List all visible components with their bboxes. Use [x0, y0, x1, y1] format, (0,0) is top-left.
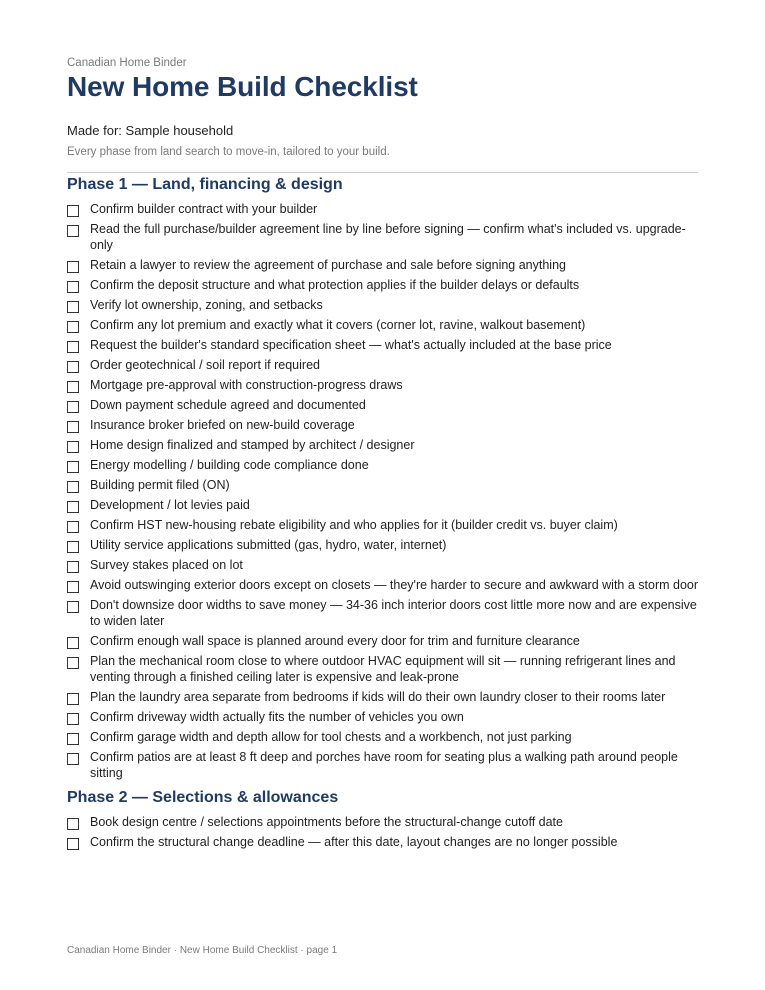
checkbox[interactable] — [67, 581, 79, 593]
checklist-item-label: Confirm patios are at least 8 ft deep and porches have room for seating plus a walking path around people sitting — [90, 750, 678, 780]
checklist-item-label: Development / lot levies paid — [90, 498, 250, 512]
checklist-item-label: Confirm enough wall space is planned around every door for trim and furniture clearance — [90, 634, 580, 648]
checklist-item-label: Confirm driveway width actually fits the number of vehicles you own — [90, 710, 464, 724]
checkbox[interactable] — [67, 225, 79, 237]
checkbox[interactable] — [67, 561, 79, 573]
checklist-item — [67, 277, 698, 293]
checkbox[interactable] — [67, 521, 79, 533]
checkbox[interactable] — [67, 693, 79, 705]
checkbox[interactable] — [67, 261, 79, 273]
checkbox[interactable] — [67, 381, 79, 393]
checkbox[interactable] — [67, 461, 79, 473]
checkbox[interactable] — [67, 281, 79, 293]
checklist-item-label: Survey stakes placed on lot — [90, 558, 243, 572]
checkbox[interactable] — [67, 753, 79, 765]
checklist-item-label: Mortgage pre-approval with construction-progress draws — [90, 378, 403, 392]
checklist-item-label: Confirm builder contract with your builder — [90, 202, 318, 216]
checklist-item-label: Confirm garage width and depth allow for tool chests and a workbench, not just parking — [90, 730, 572, 744]
checklist-item-label: Confirm the deposit structure and what protection applies if the builder delays or defaults — [90, 278, 580, 292]
checkbox[interactable] — [67, 341, 79, 353]
checklist-item — [67, 337, 698, 353]
checklist-item — [67, 689, 698, 705]
checkbox[interactable] — [67, 501, 79, 513]
checklist-item-label: Down payment schedule agreed and documented — [90, 398, 366, 412]
checklist-item-label: Confirm any lot premium and exactly what it covers (corner lot, ravine, walkout basement) — [90, 318, 586, 332]
checklist-item — [67, 201, 698, 217]
checklist-item — [67, 749, 698, 781]
checklist-item-label: Read the full purchase/builder agreement line by line before signing — confirm what's included vs. upgrade-only — [90, 222, 686, 252]
header-divider — [67, 172, 698, 173]
checklist-item — [67, 437, 698, 453]
page-footer: Canadian Home Binder · New Home Build Checklist · page 1 — [67, 945, 338, 956]
checklist-item-label: Don't downsize door widths to save money — 34-36 inch interior doors cost little more now and are expensive to widen later — [90, 598, 697, 628]
checklist-item-label: Confirm the structural change deadline — after this date, layout changes are no longer possible — [90, 835, 618, 849]
checkbox[interactable] — [67, 361, 79, 373]
checkbox[interactable] — [67, 321, 79, 333]
checklist-item-label: Order geotechnical / soil report if required — [90, 358, 320, 372]
checklist-item — [67, 834, 698, 850]
checklist-item — [67, 633, 698, 649]
checklist-item-label: Plan the laundry area separate from bedrooms if kids will do their own laundry closer to their rooms later — [90, 690, 666, 704]
made-for-line: Made for: Sample household — [67, 123, 234, 138]
checklist-item — [67, 709, 698, 725]
phase-1-section — [67, 175, 698, 781]
checkbox[interactable] — [67, 657, 79, 669]
checklist-item — [67, 417, 698, 433]
checklist-item — [67, 653, 698, 685]
checkbox[interactable] — [67, 301, 79, 313]
checklist-item — [67, 497, 698, 513]
checklist-item — [67, 457, 698, 473]
checklist-item — [67, 557, 698, 573]
phase-2-section — [67, 788, 698, 850]
checklist-item-label: Energy modelling / building code compliance done — [90, 458, 369, 472]
phase-2-items — [67, 814, 698, 850]
checkbox[interactable] — [67, 205, 79, 217]
brand-label: Canadian Home Binder — [67, 57, 187, 69]
checklist-item — [67, 317, 698, 333]
checkbox[interactable] — [67, 441, 79, 453]
checkbox[interactable] — [67, 818, 79, 830]
checkbox[interactable] — [67, 601, 79, 613]
checkbox[interactable] — [67, 481, 79, 493]
checkbox[interactable] — [67, 541, 79, 553]
checklist-item — [67, 397, 698, 413]
checklist-item — [67, 597, 698, 629]
checkbox[interactable] — [67, 637, 79, 649]
checkbox[interactable] — [67, 838, 79, 850]
checklist-item-label: Plan the mechanical room close to where outdoor HVAC equipment will sit — running refrigerant lines and venting through a finished ceiling later is expensive and leak-prone — [90, 654, 676, 684]
phase-2-title: Phase 2 — Selections & allowances — [67, 789, 339, 806]
checklist-item-label: Utility service applications submitted (gas, hydro, water, internet) — [90, 538, 447, 552]
checklist-item — [67, 477, 698, 493]
page-title: New Home Build Checklist — [67, 71, 418, 102]
checklist-item — [67, 729, 698, 745]
checklist-item — [67, 537, 698, 553]
checkbox[interactable] — [67, 713, 79, 725]
checklist-item-label: Building permit filed (ON) — [90, 478, 230, 492]
checklist-item — [67, 814, 698, 830]
checklist-item — [67, 357, 698, 373]
checklist-item — [67, 577, 698, 593]
checklist-item — [67, 297, 698, 313]
page-subtitle: Every phase from land search to move-in, tailored to your build. — [67, 146, 390, 158]
checklist-item-label: Retain a lawyer to review the agreement of purchase and sale before signing anything — [90, 258, 566, 272]
checkbox[interactable] — [67, 401, 79, 413]
checklist-item — [67, 257, 698, 273]
checklist-item — [67, 377, 698, 393]
checkbox[interactable] — [67, 733, 79, 745]
checklist-item-label: Insurance broker briefed on new-build coverage — [90, 418, 355, 432]
checklist-item-label: Request the builder's standard specification sheet — what's actually included at the base price — [90, 338, 612, 352]
checklist-item — [67, 221, 698, 253]
checkbox[interactable] — [67, 421, 79, 433]
checklist-item — [67, 517, 698, 533]
checklist-item-label: Confirm HST new-housing rebate eligibility and who applies for it (builder credit vs. buyer claim) — [90, 518, 618, 532]
checklist-item-label: Avoid outswinging exterior doors except on closets — they're harder to secure and awkward with a storm door — [90, 578, 699, 592]
checklist-item-label: Home design finalized and stamped by architect / designer — [90, 438, 415, 452]
phase-1-title: Phase 1 — Land, financing & design — [67, 176, 343, 193]
checklist-item-label: Verify lot ownership, zoning, and setbacks — [90, 298, 323, 312]
phase-1-items — [67, 201, 698, 781]
checklist-item-label: Book design centre / selections appointments before the structural-change cutoff date — [90, 815, 563, 829]
checklist-page — [67, 56, 698, 854]
